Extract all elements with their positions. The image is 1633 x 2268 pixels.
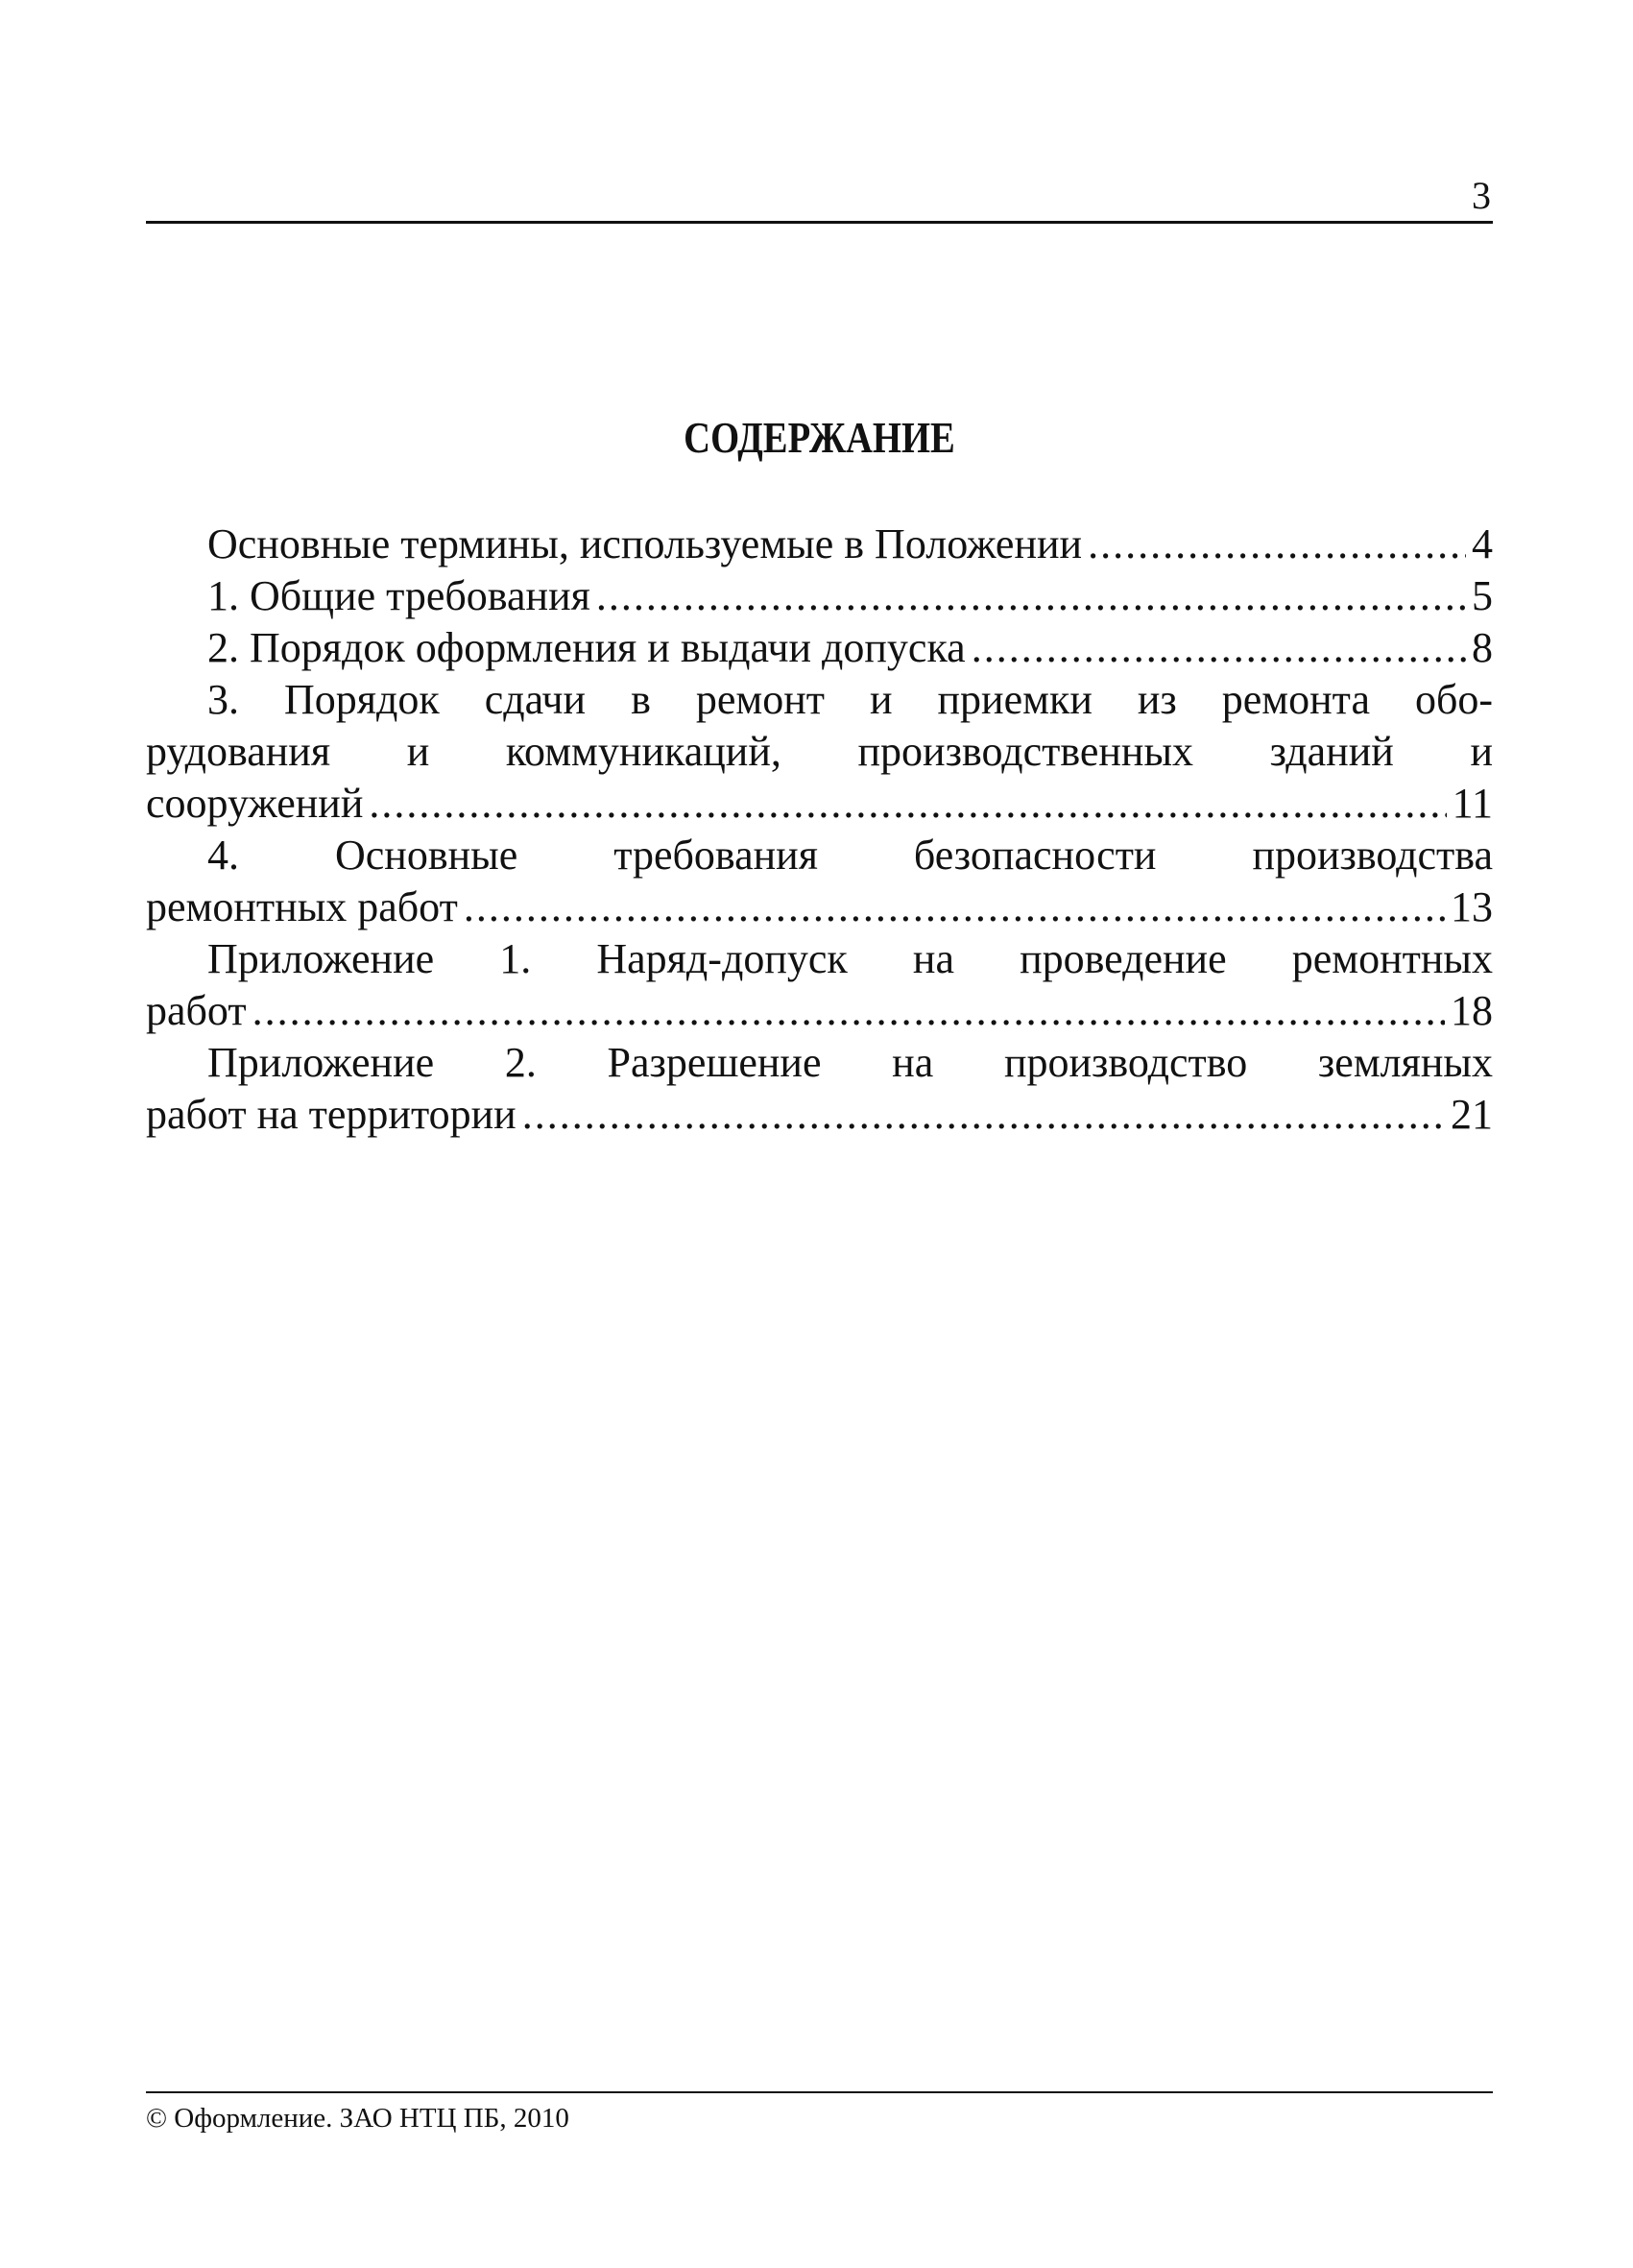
dot-leader <box>1088 519 1466 570</box>
toc-entry[interactable] <box>146 1037 1493 1141</box>
toc-entry-title: сооружений <box>146 780 364 827</box>
toc-entry-last-line <box>146 570 1493 622</box>
toc-entry-line: 4. Основные требования безопасности производства <box>207 832 1493 879</box>
toc-entry-title: работ <box>146 987 247 1034</box>
dot-leader <box>464 881 1445 933</box>
toc-entry[interactable] <box>146 933 1493 1037</box>
dot-leader <box>369 778 1446 830</box>
toc-entry[interactable] <box>146 622 1493 674</box>
toc-entry-last-line <box>146 622 1493 674</box>
toc-entry-title: работ на территории <box>146 1091 516 1138</box>
toc-entry-title: Основные термины, используемые в Положении <box>207 520 1083 567</box>
toc-entry-line: Приложение 1. Наряд-допуск на проведение ремонтных <box>207 935 1493 982</box>
toc-entry-line: 3. Порядок сдачи в ремонт и приемки из ремонта обо- <box>207 676 1493 723</box>
toc-entry-title: ремонтных работ <box>146 883 458 930</box>
toc-entry-page-number: 8 <box>1472 624 1493 671</box>
toc-entry-page-number: 11 <box>1452 780 1493 827</box>
toc-entry-page-number: 13 <box>1451 883 1493 930</box>
toc-entry-line: Приложение 2. Разрешение на производство земляных <box>207 1039 1493 1086</box>
dot-leader <box>522 1089 1445 1141</box>
toc-entry-page-number: 18 <box>1451 987 1493 1034</box>
header-divider <box>146 221 1493 224</box>
toc-entry[interactable] <box>146 674 1493 830</box>
toc-entry[interactable] <box>146 830 1493 933</box>
toc-entry-page-number: 21 <box>1451 1091 1493 1138</box>
toc-entry[interactable] <box>146 519 1493 570</box>
dot-leader <box>596 570 1466 622</box>
footer-divider <box>146 2091 1493 2093</box>
toc-entry-title: 1. Общие требования <box>207 572 590 619</box>
toc-entry-last-line <box>146 985 1493 1037</box>
table-of-contents <box>146 519 1493 1141</box>
toc-entry-last-line <box>146 519 1493 570</box>
toc-entry-last-line <box>146 881 1493 933</box>
toc-entry-page-number: 4 <box>1472 520 1493 567</box>
toc-entry[interactable] <box>146 570 1493 622</box>
toc-entry-page-number: 5 <box>1472 572 1493 619</box>
copyright-notice: © Оформление. ЗАО НТЦ ПБ, 2010 <box>146 2103 569 2134</box>
dot-leader <box>252 985 1445 1037</box>
toc-entry-line: рудования и коммуникаций, производственных зданий и <box>146 728 1493 775</box>
toc-title: СОДЕРЖАНИЕ <box>684 413 955 462</box>
toc-entry-last-line <box>146 778 1493 830</box>
toc-entry-last-line <box>146 1089 1493 1141</box>
page-number: 3 <box>1472 174 1491 217</box>
dot-leader <box>972 622 1466 674</box>
toc-entry-title: 2. Порядок оформления и выдачи допуска <box>207 624 966 671</box>
